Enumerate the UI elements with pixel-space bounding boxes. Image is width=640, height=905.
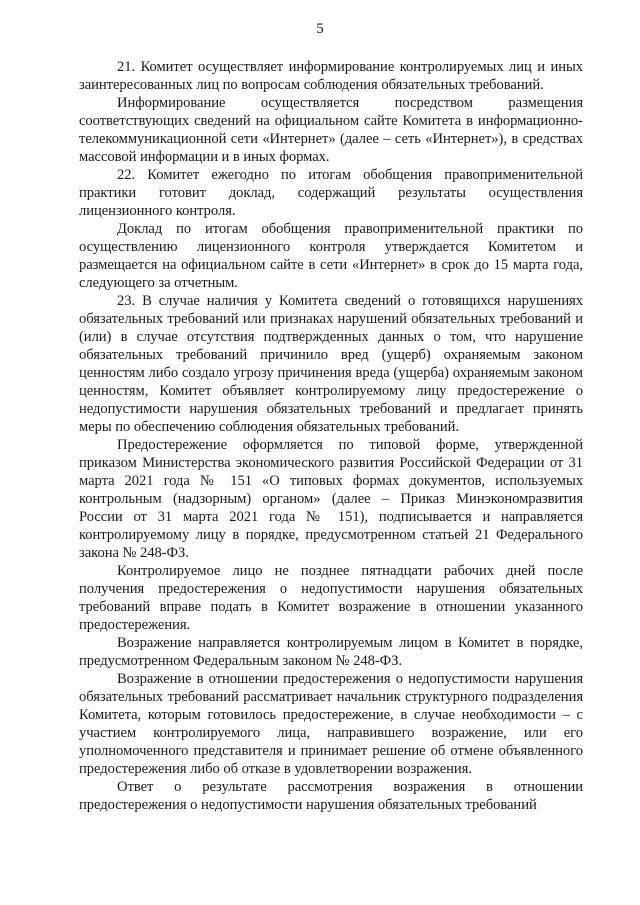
paragraph-objection-submission: Возражение направляется контролируемым лицом в Комитет в порядке, предусмотренном Федеральным законом № 248-ФЗ. [79, 635, 583, 669]
paragraph-informing: Информирование осуществляется посредством размещения соответствующих сведений на официальном сайте Комитета в информационно-телекоммуникационной сети «Интернет» (далее – сеть «Интернет»), в средствах массовой информации и в иных формах. [79, 95, 583, 165]
paragraph-objection-review: Возражение в отношении предостережения о недопустимости нарушения обязательных требований рассматривает начальник структурного подразделения Комитета, которым готовилось предостережение, в случае необходимости – с участием контролируемого лица, направившего возражение, или его уполномоченного представителя и принимает решение об отмене объявленного предостережения либо об отказе в удовлетворении возражения. [79, 671, 583, 777]
paragraph-21: 21. Комитет осуществляет информирование контролируемых лиц и иных заинтересованных лиц по вопросам соблюдения обязательных требований. [79, 59, 583, 93]
paragraph-objection-answer: Ответ о результате рассмотрения возражения в отношении предостережения о недопустимости нарушения обязательных требований [79, 779, 583, 813]
paragraph-22: 22. Комитет ежегодно по итогам обобщения правоприменительной практики готовит доклад, содержащий результаты осуществления лицензионного контроля. [79, 167, 583, 219]
paragraph-objection-right: Контролируемое лицо не позднее пятнадцати рабочих дней после получения предостережения о недопустимости нарушения обязательных требований вправе подать в Комитет возражение в отношении указанного предостережения. [79, 563, 583, 633]
paragraph-report: Доклад по итогам обобщения правоприменительной практики по осуществлению лицензионного контроля утверждается Комитетом и размещается на официальном сайте в сети «Интернет» в срок до 15 марта года, следующего за отчетным. [79, 221, 583, 291]
document-body [79, 58, 583, 814]
page-number: 5 [316, 21, 324, 37]
paragraph-warning-form: Предостережение оформляется по типовой форме, утвержденной приказом Министерства экономического развития Российской Федерации от 31 марта 2021 года № 151 «О типовых формах документов, используемых контрольным (надзорным) органом» (далее – Приказ Минэкономразвития России от 31 марта 2021 года № 151), подписывается и направляется контролируемому лицу в порядке, предусмотренном статьей 21 Федерального закона № 248-ФЗ. [79, 437, 583, 561]
paragraph-23: 23. В случае наличия у Комитета сведений о готовящихся нарушениях обязательных требований или признаках нарушений обязательных требований и (или) в случае отсутствия подтвержденных данных о том, что нарушение обязательных требований причинило вред (ущерб) охраняемым законом ценностям либо создало угрозу причинения вреда (ущерба) охраняемым законом ценностям, Комитет объявляет контролируемому лицу предостережение о недопустимости нарушения обязательных требований и предлагает принять меры по обеспечению соблюдения обязательных требований. [79, 293, 583, 435]
